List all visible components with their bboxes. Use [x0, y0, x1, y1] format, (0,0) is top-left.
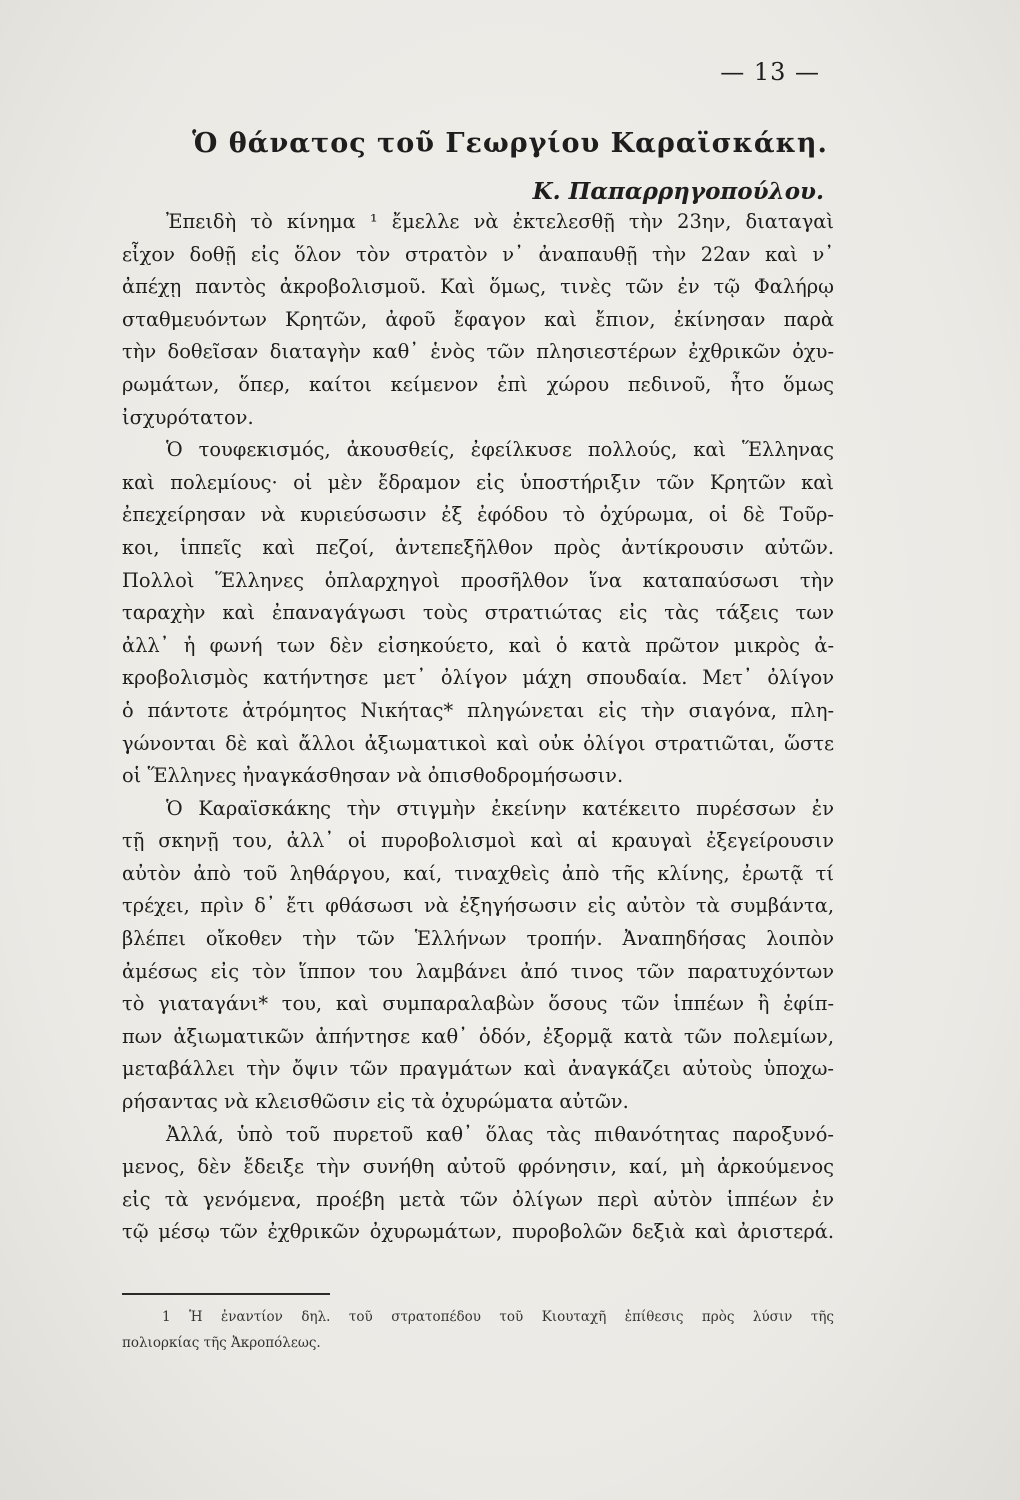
- text-line: Ἀλλά, ὑπὸ τοῦ πυρετοῦ καθ᾽ ὅλας τὰς πιθανότητας παροξυνό-: [166, 1122, 834, 1146]
- text-line: κοι, ἱππεῖς καὶ πεζοί, ἀντεπεξῆλθον πρὸς ἀντίκρουσιν αὐτῶν.: [122, 535, 834, 559]
- body-text: [122, 206, 834, 1249]
- text-line: Ὁ Καραϊσκάκης τὴν στιγμὴν ἐκείνην κατέκειτο πυρέσσων ἐν: [166, 796, 834, 820]
- footnote-line: 1 Ἡ ἐναντίον δηλ. τοῦ στρατοπέδου τοῦ Κιουταχῆ ἐπίθεσις πρὸς λύσιν τῆς: [162, 1309, 834, 1325]
- text-line: αὐτὸν ἀπὸ τοῦ ληθάργου, καί, τιναχθεὶς ἀπὸ τῆς κλίνης, ἐρωτᾷ τί: [122, 861, 834, 885]
- text-line: τὸ γιαταγάνι* του, καὶ συμπαραλαβὼν ὅσους τῶν ἱππέων ἢ ἐφίπ-: [122, 992, 834, 1016]
- text-line: γώνονται δὲ καὶ ἄλλοι ἀξιωματικοὶ καὶ οὐκ ὀλίγοι στρατιῶται, ὥστε: [122, 731, 834, 755]
- footnote-line: πολιορκίας τῆς Ἀκροπόλεως.: [122, 1335, 321, 1351]
- text-line: ρωμάτων, ὅπερ, καίτοι κείμενον ἐπὶ χώρου πεδινοῦ, ἦτο ὅμως: [122, 372, 834, 396]
- text-line: τῷ μέσῳ τῶν ἐχθρικῶν ὀχυρωμάτων, πυροβολῶν δεξιὰ καὶ ἀριστερά.: [122, 1220, 834, 1244]
- text-line: μενος, δὲν ἔδειξε τὴν συνήθη αὐτοῦ φρόνησιν, καί, μὴ ἀρκούμενος: [122, 1155, 834, 1179]
- text-line: καὶ πολεμίους· οἱ μὲν ἔδραμον εἰς ὑποστήριξιν τῶν Κρητῶν καὶ: [122, 470, 834, 494]
- text-line: ρήσαντας νὰ κλεισθῶσιν εἰς τὰ ὀχυρώματα αὐτῶν.: [122, 1090, 629, 1114]
- text-line: εἶχον δοθῇ εἰς ὅλον τὸν στρατὸν ν᾽ ἀναπαυθῇ τὴν 22αν καὶ ν᾽: [122, 242, 834, 266]
- text-line: ἰσχυρότατον.: [122, 405, 254, 429]
- chapter-title: Ὁ θάνατος τοῦ Γεωργίου Καραϊσκάκη.: [192, 128, 828, 159]
- text-line: βλέπει οἴκοθεν τὴν τῶν Ἑλλήνων τροπήν. Ἀναπηδήσας λοιπὸν: [122, 927, 834, 951]
- text-line: πων ἀξιωματικῶν ἀπήντησε καθ᾽ ὁδόν, ἐξορμᾷ κατὰ τῶν πολεμίων,: [122, 1024, 834, 1048]
- text-line: ἀπέχῃ παντὸς ἀκροβολισμοῦ. Καὶ ὅμως, τινὲς τῶν ἐν τῷ Φαλήρῳ: [122, 275, 834, 299]
- text-line: Ἐπειδὴ τὸ κίνημα ¹ ἔμελλε νὰ ἐκτελεσθῇ τὴν 23ην, διαταγαὶ: [166, 210, 834, 233]
- text-line: ἐπεχείρησαν νὰ κυριεύσωσιν ἐξ ἐφόδου τὸ ὀχύρωμα, οἱ δὲ Τοῦρ-: [122, 503, 834, 527]
- text-line: ὁ πάντοτε ἀτρόμητος Νικήτας* πληγώνεται εἰς τὴν σιαγόνα, πλη-: [122, 698, 834, 722]
- text-line: ἀμέσως εἰς τὸν ἵππον του λαμβάνει ἀπό τινος τῶν παρατυχόντων: [122, 959, 834, 983]
- text-line: Ὁ τουφεκισμός, ἀκουσθείς, ἐφείλκυσε πολλούς, καὶ Ἕλληνας: [166, 438, 834, 462]
- author-attribution: Κ. Παπαρρηγοπούλου.: [532, 178, 824, 205]
- page-number: — 13 —: [720, 58, 820, 86]
- text-line: τὴν δοθεῖσαν διαταγὴν καθ᾽ ἑνὸς τῶν πλησιεστέρων ἐχθρικῶν ὀχυ-: [122, 340, 834, 364]
- text-line: κροβολισμὸς κατήντησε μετ᾽ ὀλίγον μάχη σπουδαία. Μετ᾽ ὀλίγον: [122, 666, 834, 690]
- text-line: μεταβάλλει τὴν ὄψιν τῶν πραγμάτων καὶ ἀναγκάζει αὐτοὺς ὑποχω-: [122, 1057, 834, 1081]
- text-line: τῇ σκηνῇ του, ἀλλ᾽ οἱ πυροβολισμοὶ καὶ αἱ κραυγαὶ ἐξεγείρουσιν: [122, 829, 834, 853]
- text-line: ἀλλ᾽ ἡ φωνή των δὲν εἰσηκούετο, καὶ ὁ κατὰ πρῶτον μικρὸς ἀ-: [122, 633, 834, 657]
- text-line: Πολλοὶ Ἕλληνες ὁπλαρχηγοὶ προσῆλθον ἵνα καταπαύσωσι τὴν: [122, 568, 834, 592]
- text-line: σταθμευόντων Κρητῶν, ἀφοῦ ἔφαγον καὶ ἔπιον, ἐκίνησαν παρὰ: [122, 307, 834, 331]
- footnote-divider: [122, 1293, 330, 1295]
- text-line: εἰς τὰ γενόμενα, προέβη μετὰ τῶν ὀλίγων περὶ αὐτὸν ἱππέων ἐν: [122, 1187, 834, 1211]
- footnotes: [122, 1304, 834, 1356]
- text-line: τρέχει, πρὶν δ᾽ ἔτι φθάσωσι νὰ ἐξηγήσωσιν εἰς αὐτὸν τὰ συμβάντα,: [122, 894, 834, 918]
- text-line: ταραχὴν καὶ ἐπαναγάγωσι τοὺς στρατιώτας εἰς τὰς τάξεις των: [122, 601, 834, 625]
- text-line: οἱ Ἕλληνες ἠναγκάσθησαν νὰ ὀπισθοδρομήσωσιν.: [122, 764, 624, 788]
